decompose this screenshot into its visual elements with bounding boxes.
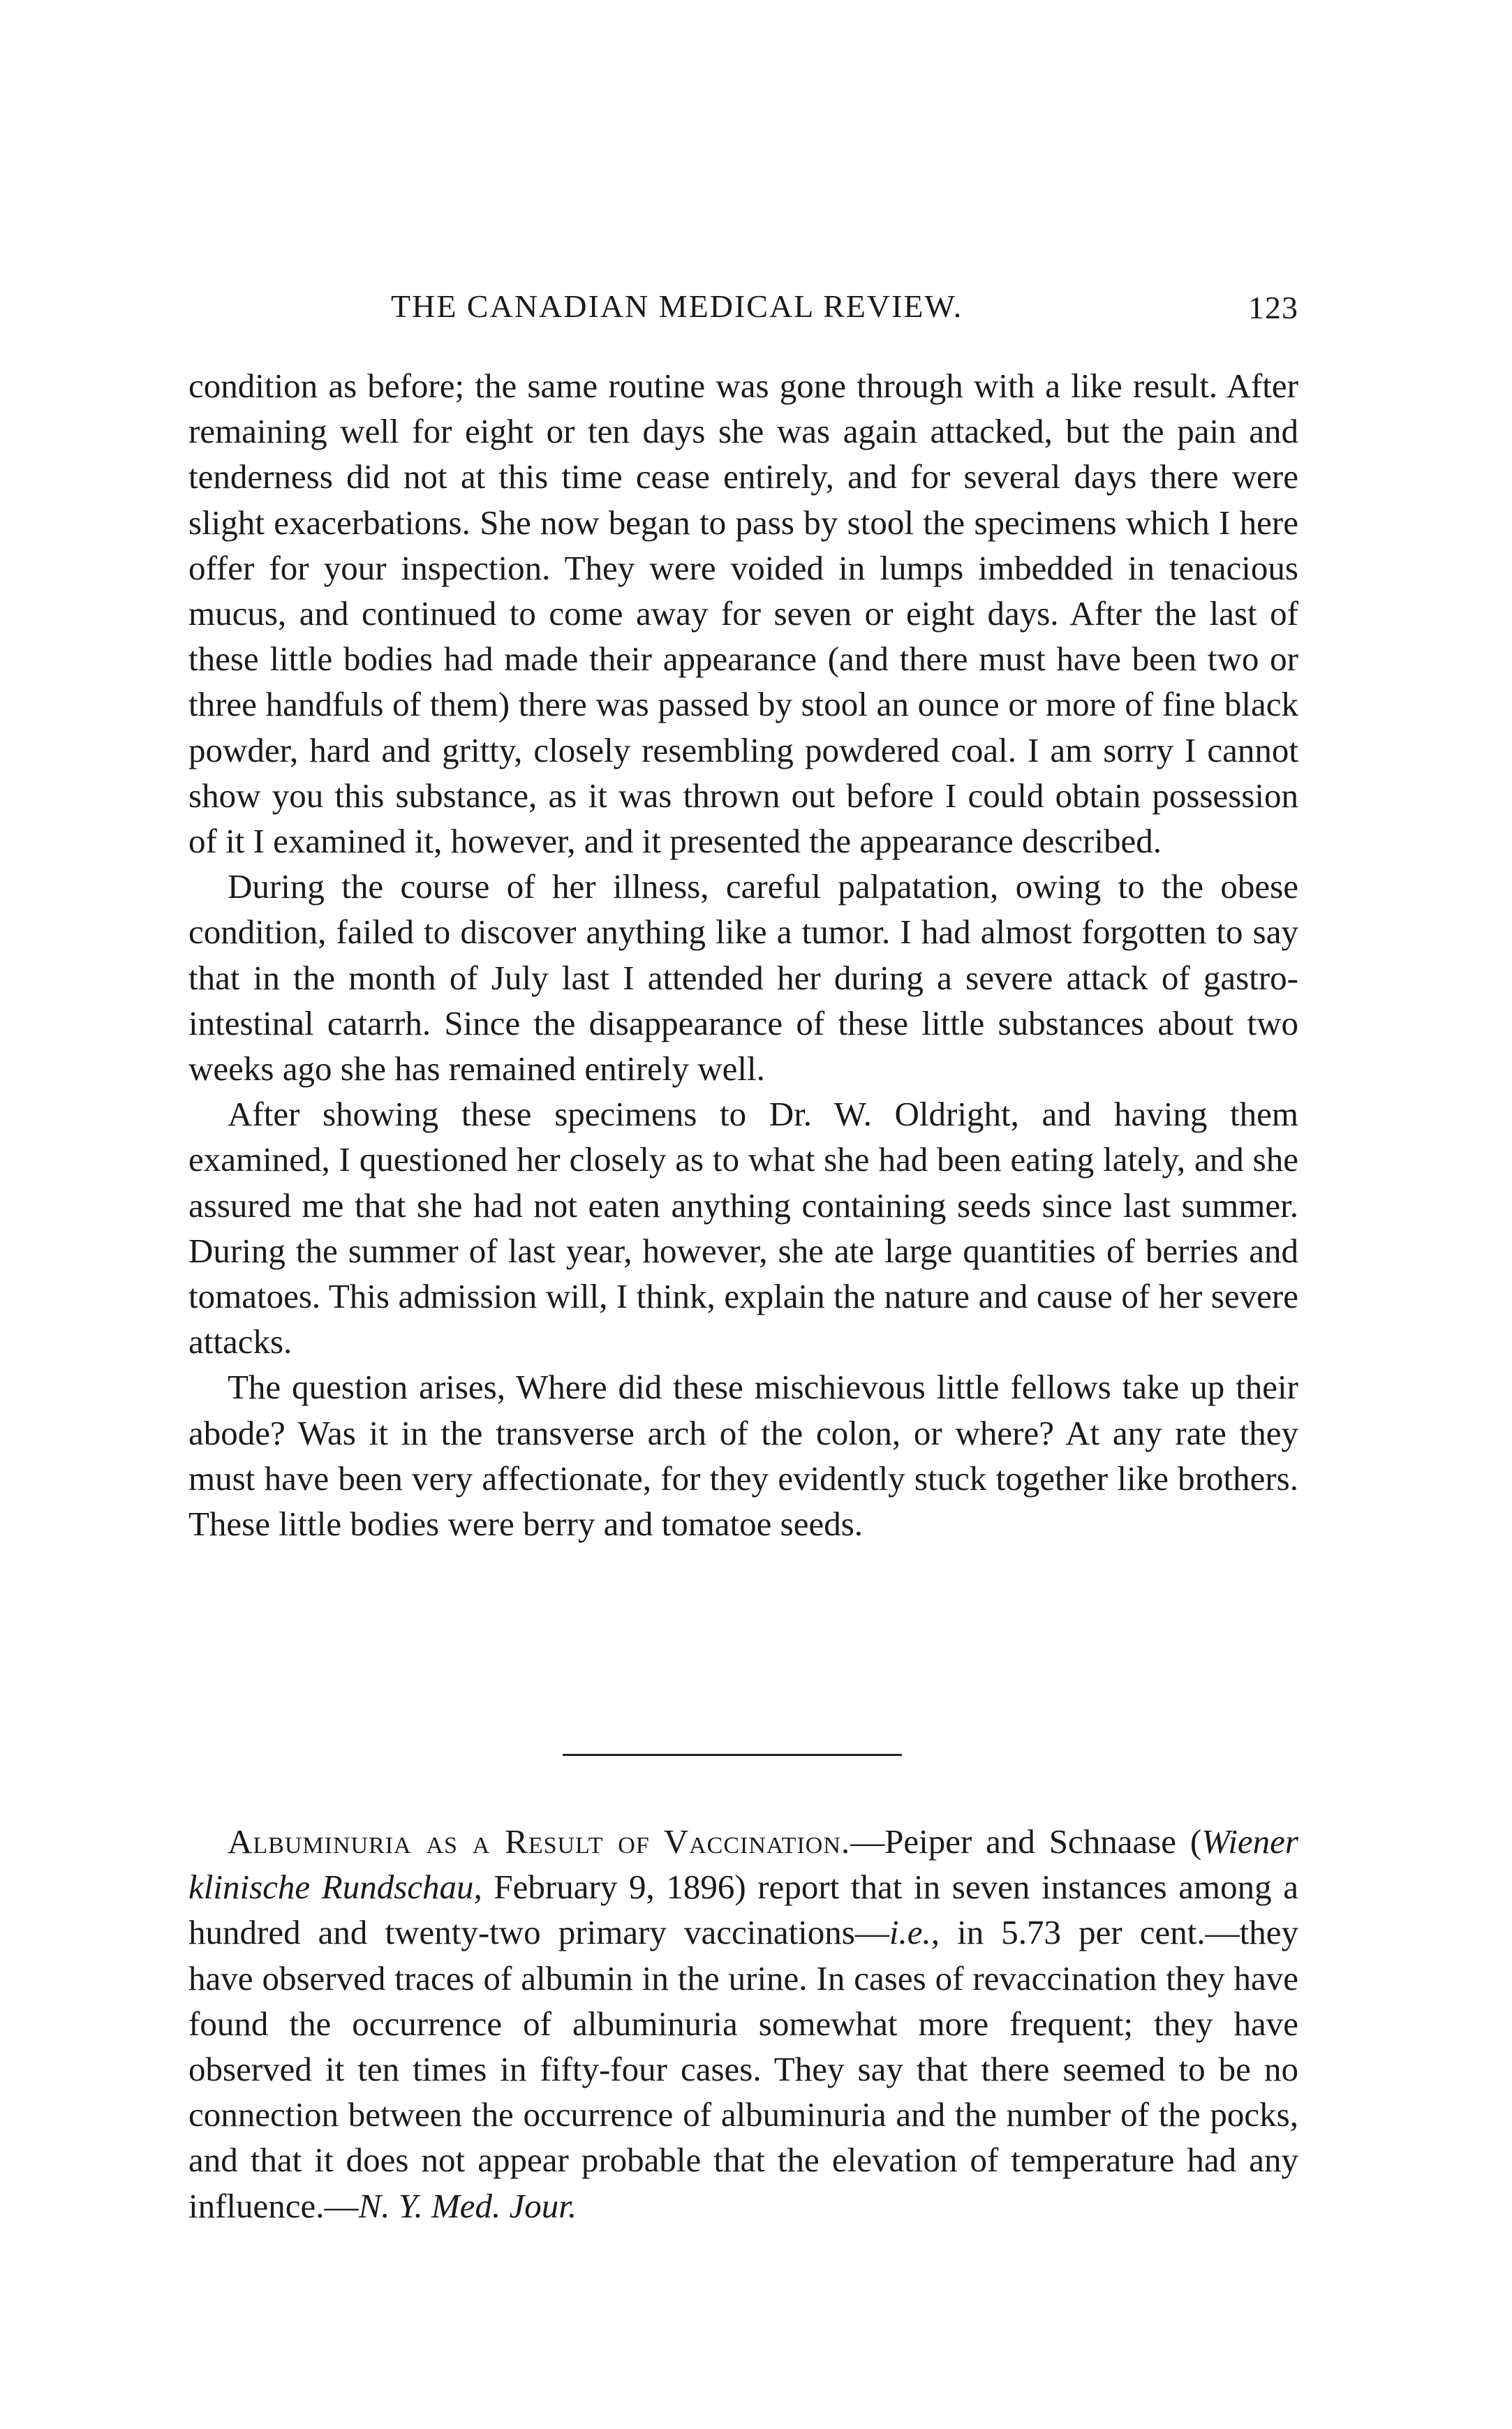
- abstract-heading: Albuminuria as a Result of Vaccination.: [228, 1822, 851, 1861]
- abbreviation: i.e.,: [889, 1913, 940, 1952]
- abstract-section: [188, 1819, 1298, 2229]
- abstract-text: February 9, 1896) report that in seven instances among a hundred and twenty-two primary vaccinations—: [188, 1868, 1298, 1952]
- article-body: [188, 363, 1298, 1546]
- paragraph: condition as before; the same routine was gone through with a like result. After remaining well for eight or ten days she was again attacked, but the pain and tenderness did not at this time cease entirely, and for several days there were slight exacerbations. She now began to pass by stool the specimens which I here offer for your inspection. They were voided in lumps imbedded in tenacious mucus, and continued to come away for seven or eight days. After the last of these little bodies had made their appearance (and there must have been two or three handfuls of them) there was passed by stool an ounce or more of fine black powder, hard and gritty, closely resembling powdered coal. I am sorry I cannot show you this substance, as it was thrown out before I could obtain possession of it I examined it, however, and it presented the appearance described.: [188, 367, 1298, 861]
- journal-title: THE CANADIAN MEDICAL REVIEW.: [391, 288, 963, 324]
- abstract-text: in 5.73 per cent.—they have observed traces of albumin in the urine. In cases of revaccination they have found the occurrence of albuminuria somewhat more frequent; they have observed it ten times in fifty-four cases. They say that there seemed to be no connection between the occurrence of albuminuria and the number of the pocks, and that it does not appear probable that the elevation of temperature had any influence.—: [188, 1913, 1299, 2225]
- section-divider: [563, 1754, 902, 1756]
- source-citation: N. Y. Med. Jour.: [358, 2186, 577, 2225]
- running-head: [188, 288, 1298, 330]
- cited-journal: Wiener klinische Rundschau,: [188, 1822, 1298, 1907]
- abstract-text: —Peiper and Schnaase (: [850, 1822, 1202, 1861]
- paragraph: The question arises, Where did these mischievous little fellows take up their abode? Was it in the transverse arch of the colon, or where? At any rate they must have been very affectionate, for they evidently stuck together like brothers. These little bodies were berry and tomatoe seeds.: [188, 1368, 1298, 1544]
- paragraph: After showing these specimens to Dr. W. Oldright, and having them examined, I questioned her closely as to what she had been eating lately, and she assured me that she had not eaten anything containing seeds since last summer. During the summer of last year, however, she ate large quantities of berries and tomatoes. This admission will, I think, explain the nature and cause of her severe attacks.: [188, 1095, 1298, 1361]
- abstract-paragraph: [188, 1819, 1298, 2229]
- page-number: 123: [1248, 290, 1298, 325]
- paragraph: During the course of her illness, careful palpatation, owing to the obese condition, failed to discover anything like a tumor. I had almost forgotten to say that in the month of July last I attended her during a severe attack of gastro-intestinal catarrh. Since the disappearance of these little substances about two weeks ago she has remained entirely well.: [188, 867, 1298, 1088]
